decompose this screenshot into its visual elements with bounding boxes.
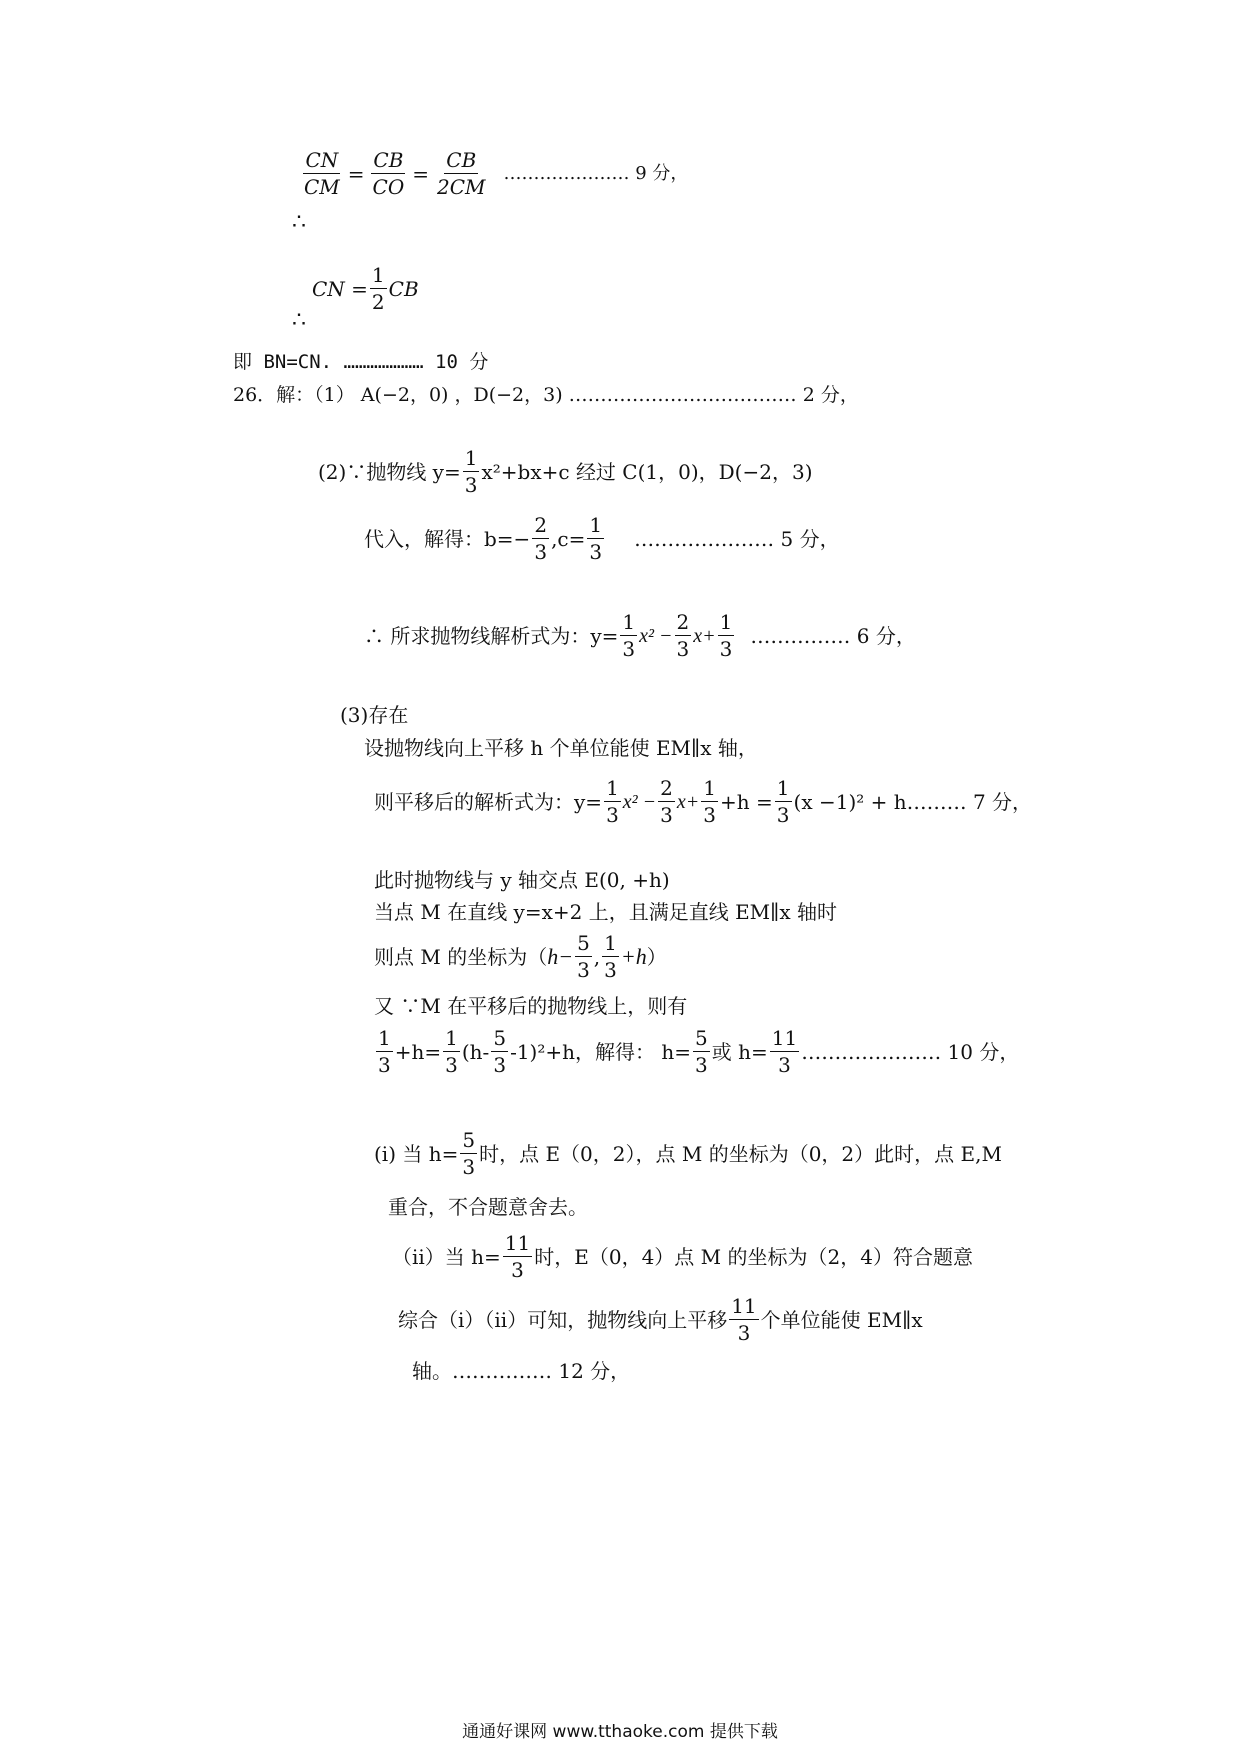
part3-title: (3)存在 (340, 703, 409, 727)
part2-parabola: (2)∵抛物线 y= $\frac{1}{3}$ x²+bx+c 经过 C(1，0)，D(−2，3) (318, 446, 813, 497)
part3-shifted-formula: 则平移后的解析式为：y= $\frac{1}{3}$ x² − $\frac{2}{3}$ x+ $\frac{1}{3}$ +h = $\frac{1}{3}$ (x −1)² + h……… 7 分， (374, 776, 1033, 827)
score-5: ………………… 5 分， (634, 526, 840, 551)
cn-equation: CN = $\frac{1}{2}$ CB (312, 263, 419, 314)
fraction: $\frac{1}{3}$ (604, 931, 617, 982)
fraction: $\frac{5}{3}$ (462, 1128, 476, 1179)
fraction: $\frac{1}{3}$ (776, 776, 790, 827)
part3-condition: 当点 M 在直线 y=x+2 上，且满足直线 EM∥x 轴时 (374, 900, 838, 924)
fraction: $\frac{CB}{CO}$ (372, 148, 405, 199)
fraction: $\frac{1}{3}$ (378, 1026, 391, 1077)
case-ii: （ii）当 h= $\frac{11}{3}$ 时，E（0，4）点 M 的坐标为（2，4）符合题意 (392, 1231, 973, 1282)
part3-assume: 设抛物线向上平移 h 个单位能使 EM∥x 轴， (364, 736, 758, 760)
fraction: $\frac{11}{3}$ (731, 1294, 757, 1345)
fraction: $\frac{1}{3}$ (622, 610, 636, 661)
fraction: $\frac{11}{3}$ (771, 1026, 798, 1077)
fraction: $\frac{5}{3}$ (493, 1026, 507, 1077)
fraction: $\frac{1}{3}$ (445, 1026, 458, 1077)
fraction: $\frac{CN}{CM}$ (304, 148, 340, 199)
fraction: $\frac{1}{3}$ (606, 776, 619, 827)
fraction: $\frac{2}{3}$ (660, 776, 673, 827)
bn-cn-line: 即 BN=CN. ………………… 10 分 (233, 351, 489, 373)
fraction: $\frac{1}{2}$ (371, 263, 385, 314)
fraction: $\frac{11}{3}$ (504, 1231, 531, 1282)
fraction: $\frac{1}{3}$ (589, 513, 603, 564)
therefore-symbol: ∴ (292, 308, 306, 333)
part3-solve-h: $\frac{1}{3}$ +h= $\frac{1}{3}$ (h- $\frac{5}{3}$ -1)²+h，解得： h= $\frac{5}{3}$ 或 h= $\frac{11}{3}$ ………………… 10 分， (378, 1026, 1020, 1077)
part3-on-parabola: 又 ∵M 在平移后的抛物线上，则有 (374, 994, 688, 1018)
fraction: $\frac{2}{3}$ (534, 513, 548, 564)
score-6: …………… 6 分， (750, 623, 916, 648)
part2-result: ∴ 所求抛物线解析式为：y= $\frac{1}{3}$ x² − $\frac{2}{3}$ x+ $\frac{1}{3}$ …………… 6 分， (364, 610, 916, 661)
fraction: $\frac{1}{3}$ (464, 446, 478, 497)
ratio-equation (300, 150, 688, 197)
score-9: ………………… 9 分， (503, 162, 689, 184)
fraction: $\frac{5}{3}$ (577, 931, 590, 982)
score-10: ………………… 10 分， (801, 1039, 1020, 1064)
case-i: (i) 当 h= $\frac{5}{3}$ 时，点 E（0，2），点 M 的坐标为（0，2）此时，点 E,M (374, 1128, 1002, 1179)
footer-credit: 通通好课网 www.tthaoke.com 提供下载 (462, 1722, 778, 1742)
equals-sign: = (412, 161, 430, 186)
therefore-symbol: ∴ (292, 210, 306, 235)
fraction: $\frac{1}{3}$ (703, 776, 717, 827)
equals-sign: = (347, 161, 365, 186)
case-i-reject: 重合，不合题意舍去。 (388, 1195, 588, 1219)
part3-intersection: 此时抛物线与 y 轴交点 E(0, +h) (374, 868, 670, 892)
part2-solve: 代入，解得：b=− $\frac{2}{3}$ ,c= $\frac{1}{3}$ ………………… 5 分， (364, 513, 840, 564)
fraction: $\frac{CB}{2CM}$ (437, 148, 486, 199)
fraction: $\frac{1}{3}$ (719, 610, 733, 661)
question-26-part1: 26．解：（1） A(−2，0) ，D(−2，3) ……………………………… 2 分， (233, 384, 859, 406)
fraction: $\frac{2}{3}$ (676, 610, 690, 661)
summary-end: 轴。…………… 12 分， (412, 1359, 631, 1383)
fraction: $\frac{5}{3}$ (695, 1026, 708, 1077)
part3-m-coordinates: 则点 M 的坐标为（ h− $\frac{5}{3}$ , $\frac{1}{3}$ +h ） (374, 931, 667, 982)
summary: 综合（i）（ii）可知，抛物线向上平移 $\frac{11}{3}$ 个单位能使 EM∥x (398, 1294, 923, 1345)
